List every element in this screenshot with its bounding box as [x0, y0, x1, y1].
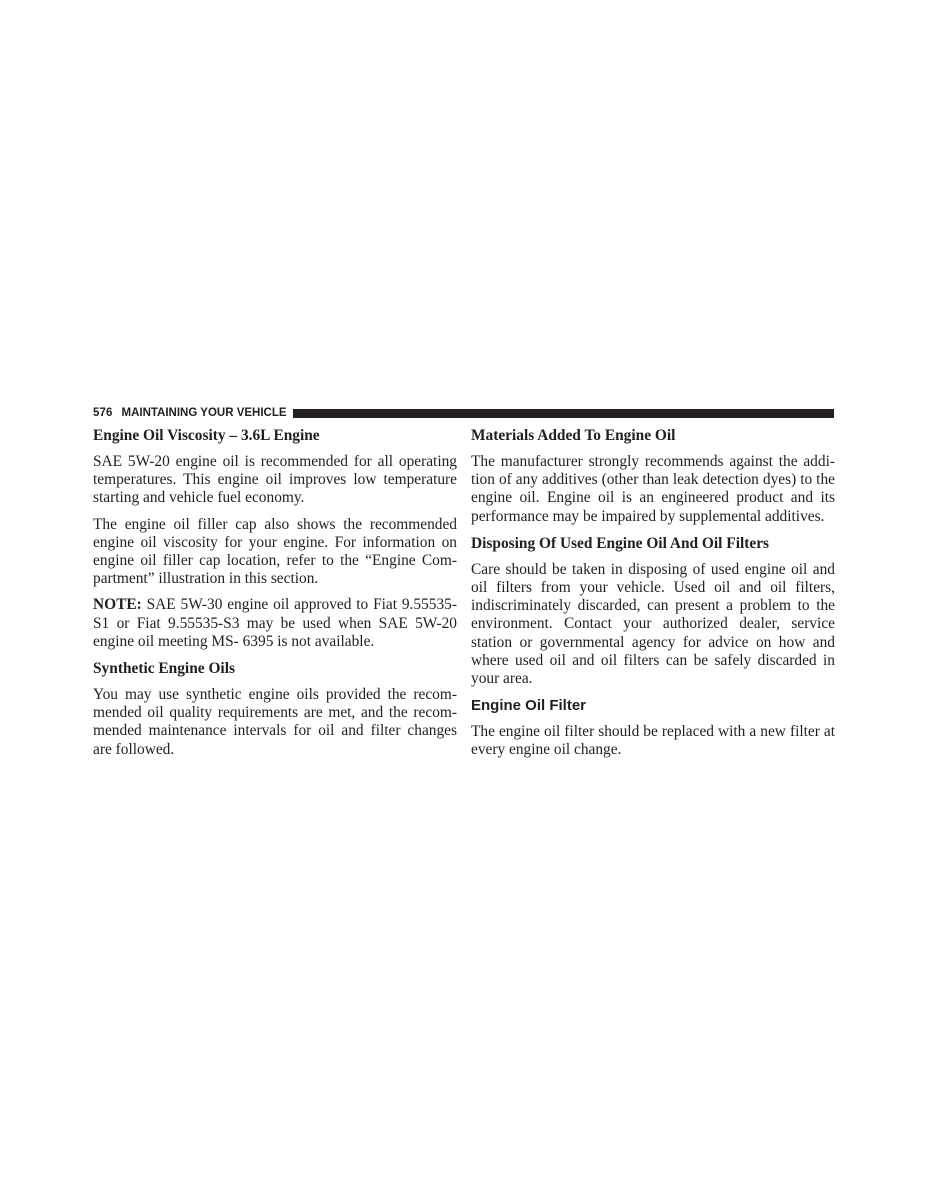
disposing-paragraph: Care should be taken in disposing of used engine oil and oil filters from your vehicle. Used oil and oil filters, indiscriminately discarded, can present a problem to the environment. Contact your authorized dealer, service station or governmental agency for advice on how and where used oil and oil filters can be safely discarded in your area.	[471, 560, 835, 688]
disposing-heading: Disposing Of Used Engine Oil And Oil Filters	[471, 534, 770, 552]
section-title: MAINTAINING YOUR VEHICLE	[121, 407, 287, 419]
note-label: NOTE:	[93, 596, 142, 614]
header-rule	[293, 409, 834, 418]
materials-heading: Materials Added To Engine Oil	[471, 427, 676, 444]
synthetic-paragraph: You may use synthetic engine oils provided the recommended oil quality requirements are met, and the recommended maintenance intervals for oil and filter changes are followed.	[93, 686, 457, 758]
viscosity-paragraph-1: SAE 5W-20 engine oil is recommended for all operating temperatures. This engine oil improves low temperature starting and vehicle fuel economy.	[93, 453, 457, 507]
left-column	[93, 426, 457, 767]
note-text: SAE 5W-30 engine oil approved to Fiat 9.55535-S1 or Fiat 9.55535-S3 may be used when SAE 5W-20 engine oil meeting MS- 6395 is not available.	[93, 596, 457, 650]
filter-heading: Engine Oil Filter	[471, 697, 587, 715]
note-paragraph	[93, 596, 457, 651]
page-header	[93, 405, 834, 421]
right-column	[471, 426, 835, 768]
materials-paragraph: The manufacturer strongly recommends against the addition of any additives (other than leak detection dyes) to the engine oil. Engine oil is an engineered product and its performance may be impaired by supplemental additives.	[471, 453, 835, 525]
synthetic-heading: Synthetic Engine Oils	[93, 660, 235, 678]
filter-paragraph: The engine oil filter should be replaced with a new filter at every engine oil change.	[471, 723, 835, 759]
viscosity-paragraph-2: The engine oil filler cap also shows the recommended engine oil viscosity for your engine. For information on engine oil filler cap location, refer to the “Engine Compartment” illustration in this section.	[93, 515, 457, 588]
viscosity-heading: Engine Oil Viscosity – 3.6L Engine	[93, 427, 320, 444]
page-number: 576	[93, 407, 113, 419]
